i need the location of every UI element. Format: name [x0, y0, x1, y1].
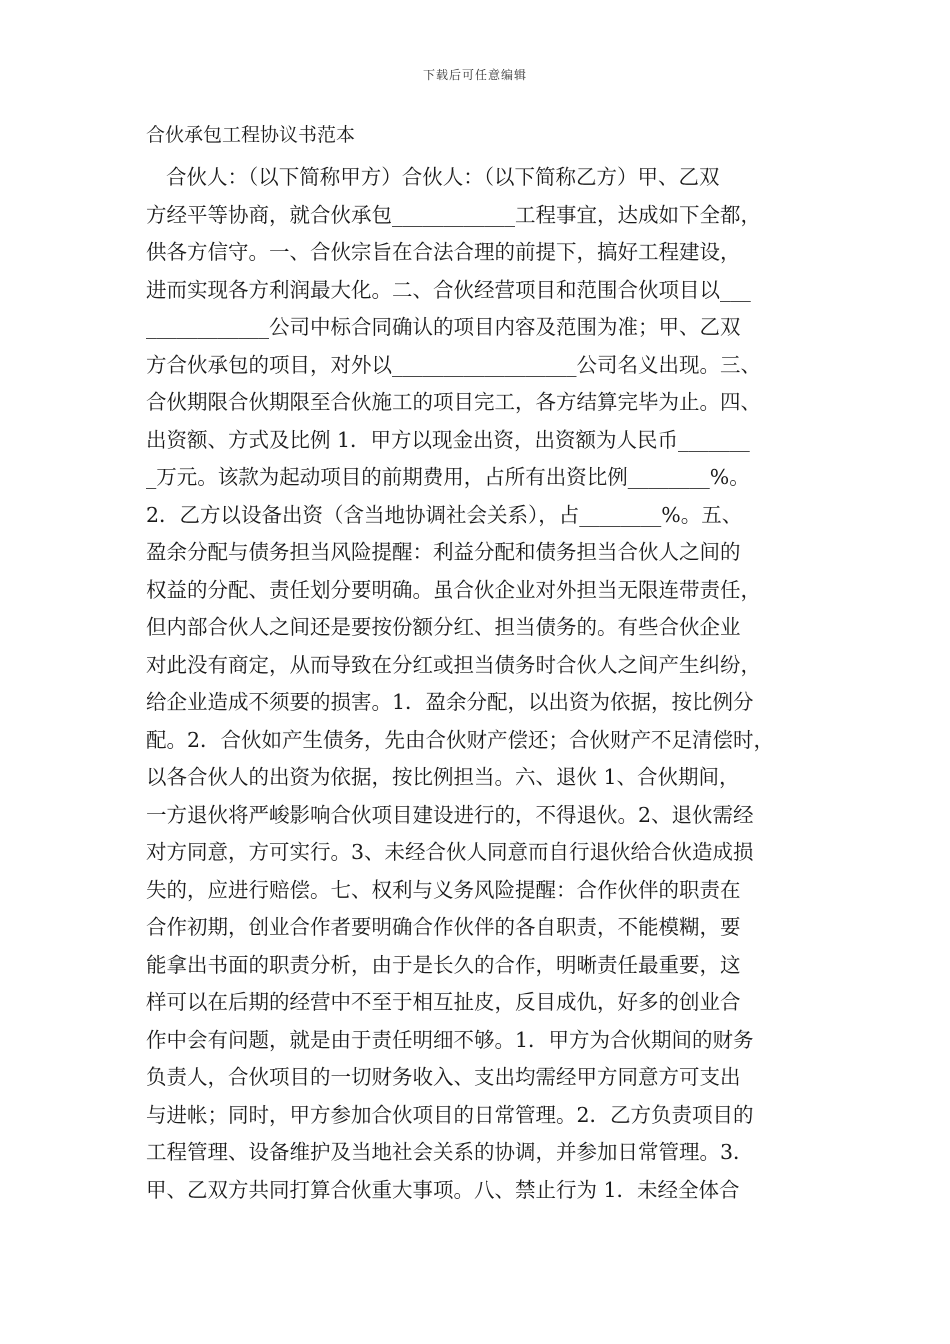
text-line: 合伙人：（以下简称甲方）合伙人：（以下简称乙方）甲、乙双	[166, 165, 720, 189]
text-line: 2．乙方以设备出资（含当地协调社会关系），占________%。五、	[146, 502, 743, 527]
text-line: 失的，应进行赔偿。七、权利与义务风险提醒：合作伙伴的职责在	[146, 877, 741, 902]
text-line: 给企业造成不须要的损害。1．盈余分配，以出资为依据，按比例分	[146, 690, 754, 714]
text-line: 权益的分配、责任划分要明确。虽合伙企业对外担当无限连带责任，	[146, 577, 761, 602]
text-line: 工程管理、设备维护及当地社会关系的协调，并参加日常管理。3．	[146, 1140, 754, 1164]
text-line: _万元。该款为起动项目的前期费用，占所有出资比例________%。	[146, 465, 750, 489]
text-line: 对此没有商定，从而导致在分红或担当债务时合伙人之间产生纠纷，	[146, 652, 761, 677]
text-line: 合伙期限合伙期限至合伙施工的项目完工，各方结算完毕为止。四、	[146, 390, 761, 414]
text-line: 甲、乙双方共同打算合伙重大事项。八、禁止行为 1．未经全体合	[146, 1177, 740, 1202]
text-line: 进而实现各方利润最大化。二、合伙经营项目和范围合伙项目以___	[146, 277, 751, 302]
text-line: 负责人，合伙项目的一切财务收入、支出均需经甲方同意方可支出	[146, 1065, 741, 1089]
text-line: 合作初期，创业合作者要明确合作伙伴的各自职责，不能模糊，要	[146, 915, 741, 939]
page-header: 下载后可任意编辑	[422, 68, 527, 82]
text-line: 作中会有问题，就是由于责任明细不够。1．甲方为合伙期间的财务	[146, 1027, 754, 1052]
text-line: 但内部合伙人之间还是要按份额分红、担当债务的。有些合伙企业	[146, 615, 741, 639]
text-line: 方合伙承包的项目，对外以__________________公司名义出现。三、	[146, 352, 761, 377]
text-line: 以各合伙人的出资为依据，按比例担当。六、退伙 1、合伙期间，	[146, 765, 740, 789]
text-line: 盈余分配与债务担当风险提醒：利益分配和债务担当合伙人之间的	[146, 540, 741, 564]
text-line: 出资额、方式及比例 1．甲方以现金出资，出资额为人民币_______	[146, 427, 750, 452]
document-body	[146, 159, 826, 1209]
text-line: 与进帐；同时，甲方参加合伙项目的日常管理。2．乙方负责项目的	[146, 1102, 754, 1127]
text-line: 样可以在后期的经营中不至于相互扯皮，反目成仇，好多的创业合	[146, 990, 741, 1014]
text-line: 配。2．合伙如产生债务，先由合伙财产偿还；合伙财产不足清偿时，	[146, 727, 775, 752]
text-line: 供各方信守。一、合伙宗旨在合法合理的前提下，搞好工程建设，	[146, 240, 741, 264]
text-line: 对方同意，方可实行。3、未经合伙人同意而自行退伙给合伙造成损	[146, 840, 754, 864]
text-line: 方经平等协商，就合伙承包____________工程事宜，达成如下全都，	[146, 202, 761, 227]
text-line: ____________公司中标合同确认的项目内容及范围为准；甲、乙双	[146, 315, 741, 339]
document-title: 合伙承包工程协议书范本	[146, 124, 356, 146]
text-line: 能拿出书面的职责分析，由于是长久的合作，明晰责任最重要，这	[146, 952, 741, 977]
text-line: 一方退伙将严峻影响合伙项目建设进行的，不得退伙。2、退伙需经	[146, 802, 754, 827]
